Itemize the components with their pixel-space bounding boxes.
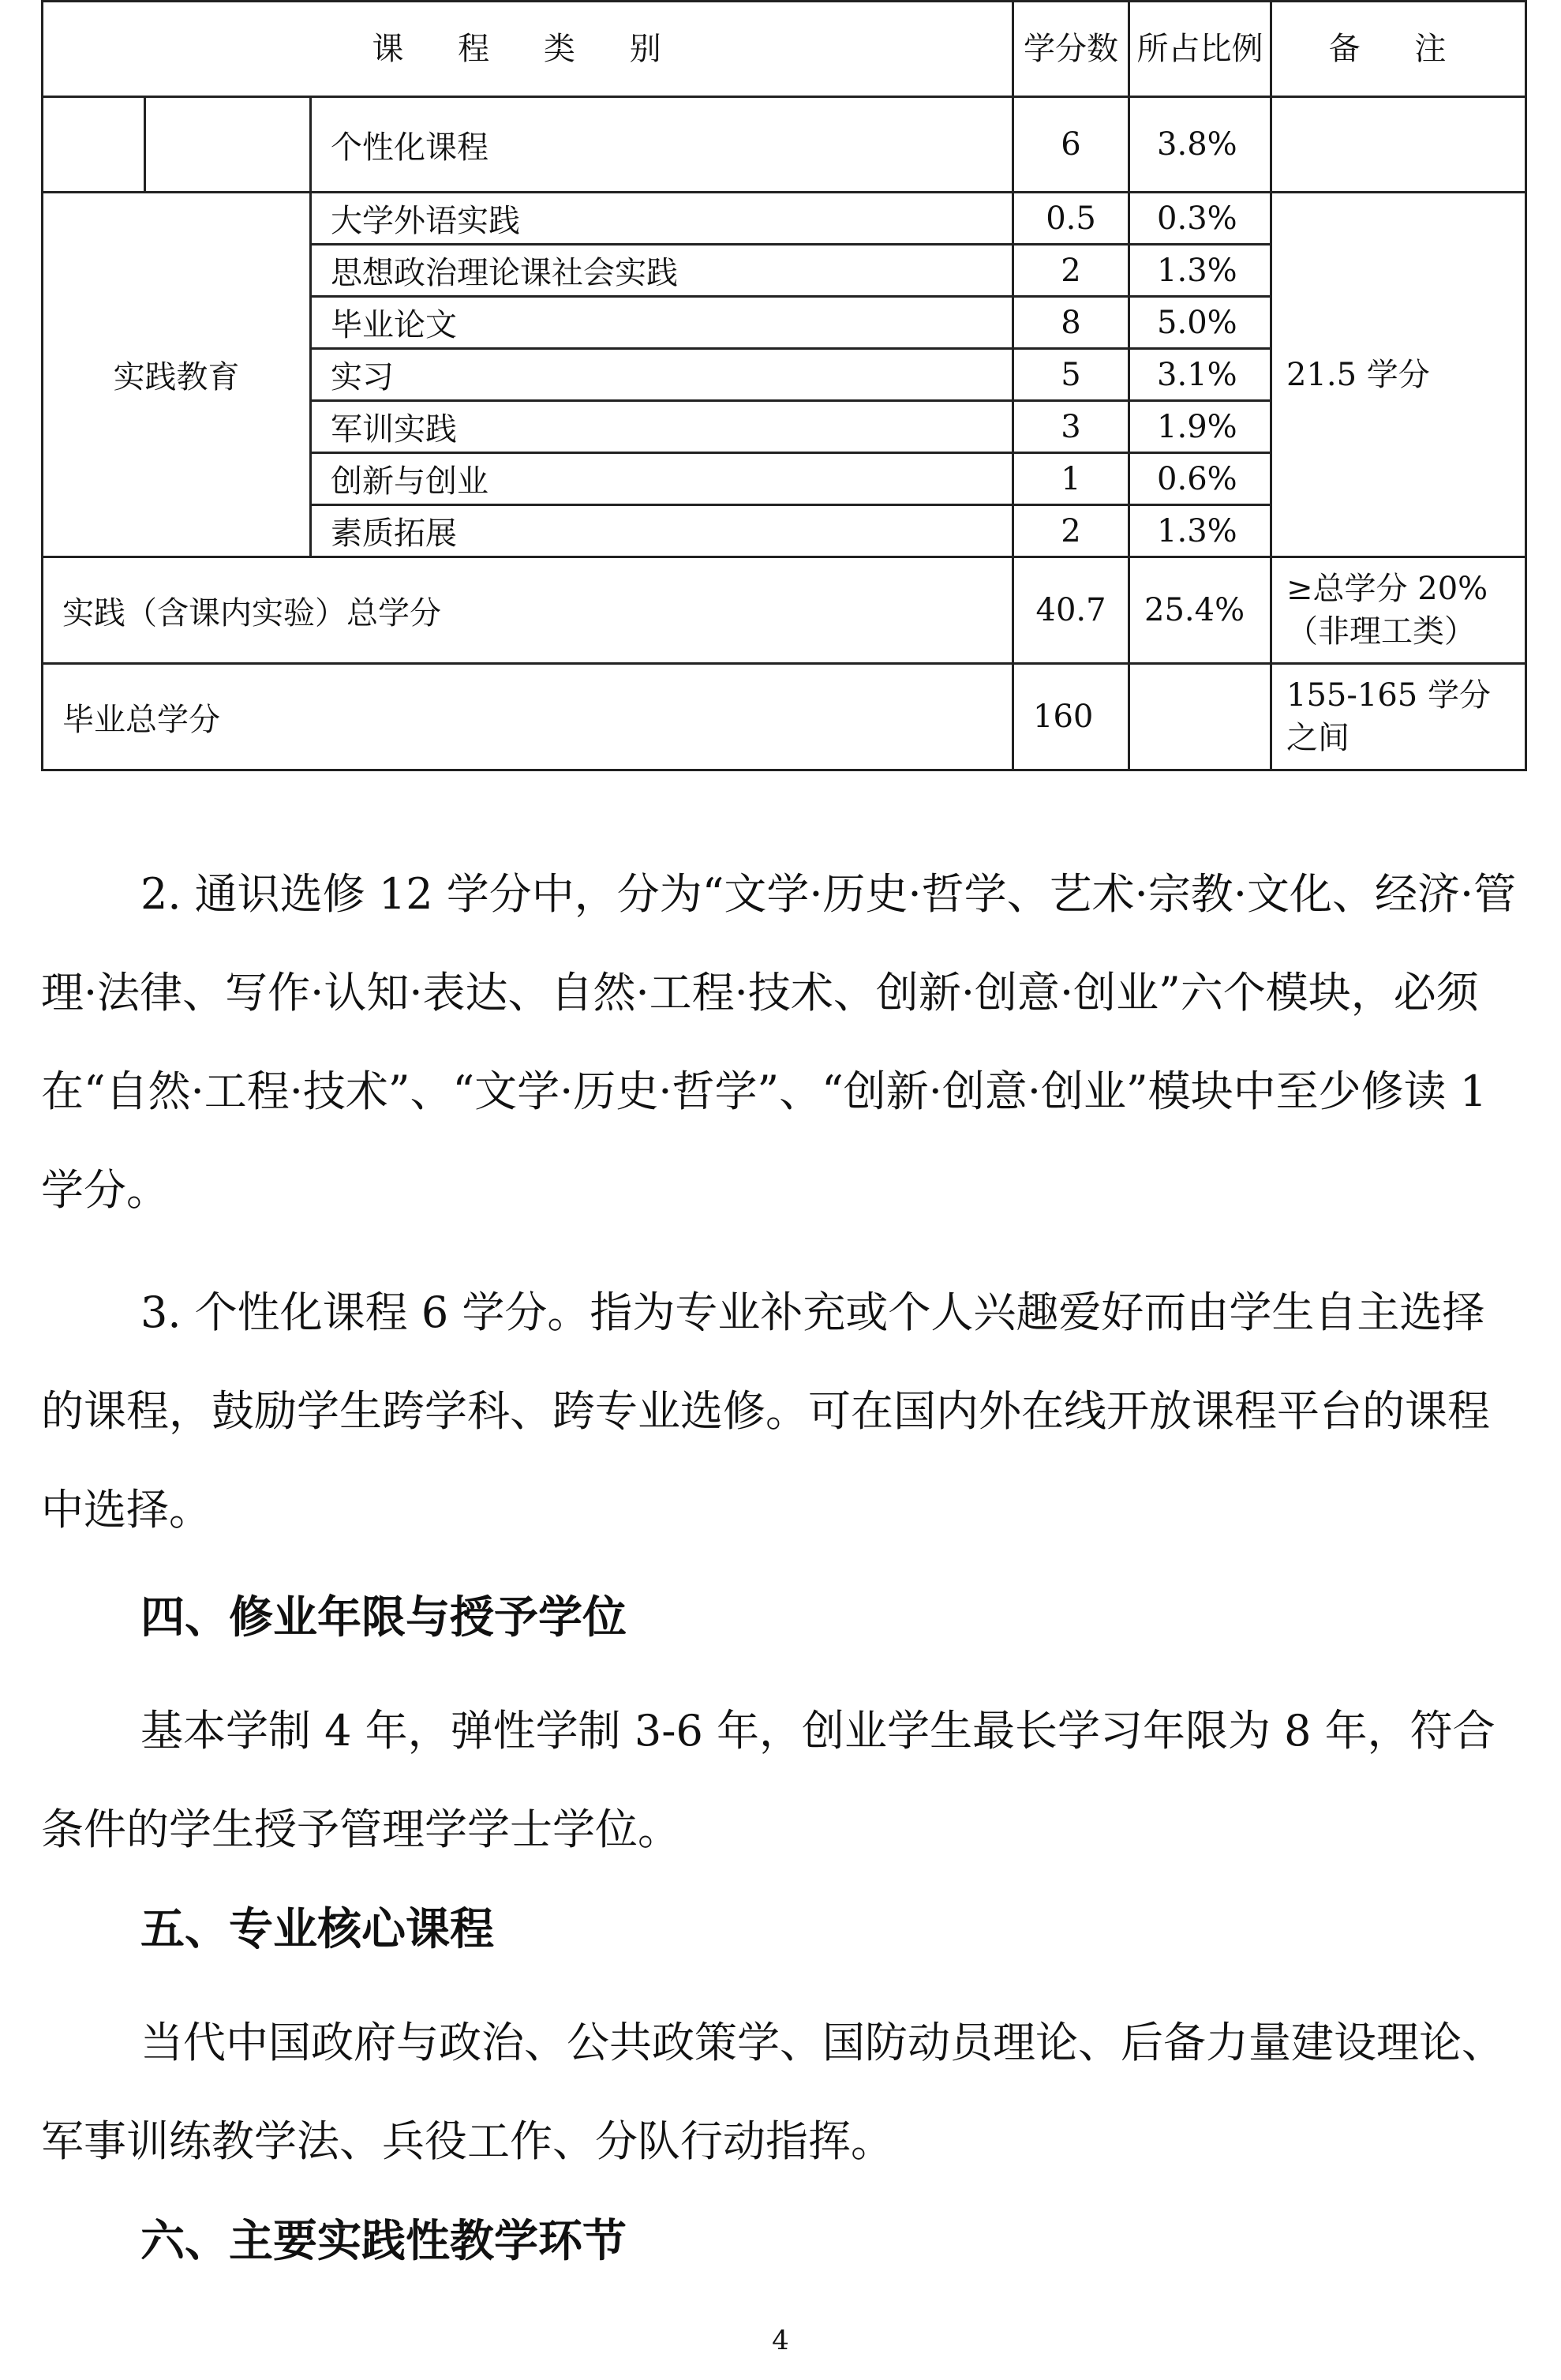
row-ratio: 3.8%	[1129, 97, 1271, 193]
table-row	[43, 97, 1526, 193]
row-credits: 1	[1013, 453, 1129, 505]
graduation-total-ratio	[1129, 664, 1271, 770]
row-credits: 6	[1013, 97, 1129, 193]
row-credits: 0.5	[1013, 193, 1129, 245]
section-heading-practice: 六、主要实践性教学环节	[140, 2216, 627, 2267]
header-note: 备 注	[1271, 2, 1526, 97]
row-name: 创新与创业	[311, 453, 1013, 505]
row-name: 实习	[311, 349, 1013, 401]
paragraph-core-courses: 当代中国政府与政治、公共政策学、国防动员理论、后备力量建设理论、军事训练教学法、兵役工作、分队行动指挥。	[41, 2018, 1504, 2166]
empty-cell	[145, 97, 311, 193]
table-row	[43, 557, 1526, 664]
row-ratio: 0.6%	[1129, 453, 1271, 505]
row-ratio: 3.1%	[1129, 349, 1271, 401]
row-ratio: 1.3%	[1129, 505, 1271, 557]
row-name: 毕业论文	[311, 297, 1013, 349]
table-row	[43, 193, 1526, 245]
row-ratio: 1.9%	[1129, 401, 1271, 453]
practice-note: 21.5 学分	[1271, 193, 1526, 557]
row-name: 大学外语实践	[311, 193, 1013, 245]
paragraph-general-electives: 2. 通识选修 12 学分中，分为“文学·历史·哲学、艺术·宗教·文化、经济·管理·法律、写作·认知·表达、自然·工程·技术、创新·创意·创业”六个模块，必须在“自然·工程·技术”、“文学·历史·哲学”、“创新·创意·创业”模块中至少修读 1 学分。	[41, 869, 1517, 1215]
row-credits: 3	[1013, 401, 1129, 453]
note-line: ≥总学分 20%	[1286, 571, 1488, 607]
row-name: 思想政治理论课社会实践	[311, 245, 1013, 297]
practice-total-ratio: 25.4%	[1129, 557, 1271, 664]
practice-total-credits: 40.7	[1013, 557, 1129, 664]
row-credits: 5	[1013, 349, 1129, 401]
empty-cell	[43, 97, 145, 193]
graduation-total-credits: 160	[1013, 664, 1129, 770]
practice-label: 实践教育	[43, 193, 311, 557]
header-ratio: 所占比例	[1129, 2, 1271, 97]
graduation-total-name: 毕业总学分	[43, 664, 1013, 770]
section-heading-core-courses: 五、专业核心课程	[140, 1904, 494, 1955]
graduation-total-note	[1271, 664, 1526, 770]
note-line: 之间	[1286, 720, 1350, 756]
row-ratio: 5.0%	[1129, 297, 1271, 349]
row-ratio: 0.3%	[1129, 193, 1271, 245]
header-credits: 学分数	[1013, 2, 1129, 97]
table-header-row	[43, 2, 1526, 97]
section-heading-duration: 四、修业年限与授予学位	[140, 1592, 627, 1644]
practice-total-name: 实践（含课内实验）总学分	[43, 557, 1013, 664]
row-name: 素质拓展	[311, 505, 1013, 557]
empty-cell	[1271, 97, 1526, 193]
row-name: 军训实践	[311, 401, 1013, 453]
paragraph-personalized-courses: 3. 个性化课程 6 学分。指为专业补充或个人兴趣爱好而由学生自主选择的课程，鼓励学生跨学科、跨专业选修。可在国内外在线开放课程平台的课程中选择。	[41, 1287, 1490, 1535]
row-credits: 2	[1013, 245, 1129, 297]
credit-table	[41, 0, 1527, 771]
row-credits: 2	[1013, 505, 1129, 557]
row-name: 个性化课程	[311, 97, 1013, 193]
practice-total-note	[1271, 557, 1526, 664]
row-credits: 8	[1013, 297, 1129, 349]
note-line: 155-165 学分	[1286, 677, 1491, 714]
table-row	[43, 664, 1526, 770]
note-line: （非理工类）	[1286, 613, 1477, 650]
row-ratio: 1.3%	[1129, 245, 1271, 297]
page-number: 4	[772, 2325, 789, 2356]
paragraph-duration: 基本学制 4 年，弹性学制 3-6 年，创业学生最长学习年限为 8 年，符合条件的学生授予管理学学士学位。	[41, 1706, 1495, 1854]
header-category: 课 程 类 别	[43, 2, 1013, 97]
